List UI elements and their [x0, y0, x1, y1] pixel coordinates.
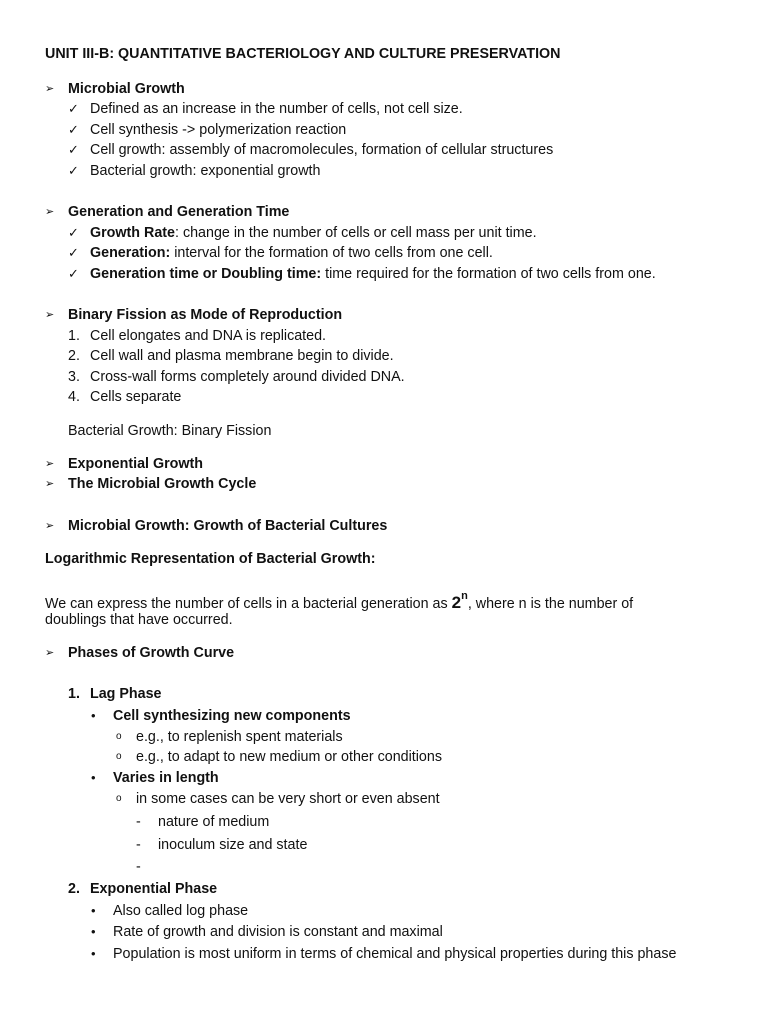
bullet-item: Population is most uniform in terms of chemical and physical properties during this phase: [113, 946, 677, 962]
dash-bullet-icon: -: [136, 814, 141, 830]
paragraph-line: doublings that have occurred.: [45, 612, 233, 628]
paragraph-text: We can express the number of cells in a bacterial generation as: [45, 595, 452, 612]
phase-number: 1.: [68, 686, 80, 702]
section-heading-bacterial-cultures: Microbial Growth: Growth of Bacterial Cultures: [68, 518, 388, 534]
checkmark-icon: ✓: [68, 266, 79, 281]
dash-item: inoculum size and state: [158, 837, 308, 853]
list-item: Cell growth: assembly of macromolecules, formation of cellular structures: [90, 142, 554, 158]
step-number: 3.: [68, 369, 80, 385]
section-heading-binary-fission: Binary Fission as Mode of Reproduction: [68, 307, 343, 323]
arrow-bullet-icon: ➢: [45, 309, 55, 321]
definition-item: [90, 265, 656, 283]
bullet-icon: •: [91, 903, 96, 918]
step-text: Cell elongates and DNA is replicated.: [90, 328, 327, 344]
definition-term: Generation:: [90, 245, 171, 261]
arrow-bullet-icon: ➢: [45, 458, 55, 470]
dash-bullet-icon: -: [136, 837, 141, 853]
section-heading-log-representation: Logarithmic Representation of Bacterial Growth:: [45, 551, 376, 567]
section-heading-phases: Phases of Growth Curve: [68, 645, 235, 661]
checkmark-icon: ✓: [68, 163, 79, 178]
sub-bullet-item: in some cases can be very short or even absent: [136, 791, 440, 807]
arrow-bullet-icon: ➢: [45, 83, 55, 95]
document-title: UNIT III-B: QUANTITATIVE BACTERIOLOGY AND CULTURE PRESERVATION: [45, 46, 561, 62]
list-item: Bacterial growth: exponential growth: [90, 163, 321, 179]
checkmark-icon: ✓: [68, 142, 79, 157]
sub-bullet-item: e.g., to adapt to new medium or other conditions: [136, 749, 442, 765]
bullet-item: Also called log phase: [113, 903, 249, 919]
definition-term: Generation time or Doubling time:: [90, 266, 322, 282]
phase-number: 2.: [68, 881, 80, 897]
paragraph-text: , where n is the number of: [467, 595, 634, 612]
list-item: Cell synthesis -> polymerization reaction: [90, 122, 347, 138]
circle-bullet-icon: o: [116, 751, 122, 762]
bullet-icon: •: [91, 924, 96, 939]
arrow-bullet-icon: ➢: [45, 478, 55, 490]
formula-exponent: n: [461, 590, 468, 602]
definition-term: Growth Rate: [90, 225, 175, 241]
checkmark-icon: ✓: [68, 225, 79, 240]
arrow-bullet-icon: ➢: [45, 520, 55, 532]
bullet-icon: •: [91, 708, 96, 723]
figure-caption: Bacterial Growth: Binary Fission: [68, 423, 272, 439]
checkmark-icon: ✓: [68, 245, 79, 260]
definition-item: [90, 244, 493, 262]
bullet-icon: •: [91, 770, 96, 785]
circle-bullet-icon: o: [116, 731, 122, 742]
bullet-item: Cell synthesizing new components: [113, 708, 351, 724]
step-text: Cross-wall forms completely around divided DNA.: [90, 369, 405, 385]
step-text: Cell wall and plasma membrane begin to divide.: [90, 348, 394, 364]
section-heading-generation: Generation and Generation Time: [68, 204, 290, 220]
arrow-bullet-icon: ➢: [45, 206, 55, 218]
bullet-item: Rate of growth and division is constant and maximal: [113, 924, 443, 940]
definition-item: [90, 224, 537, 242]
arrow-bullet-icon: ➢: [45, 647, 55, 659]
step-text: Cells separate: [90, 389, 182, 405]
definition-text: time required for the formation of two cells from one.: [321, 266, 656, 282]
dash-bullet-icon: -: [136, 859, 141, 875]
bullet-icon: •: [91, 946, 96, 961]
checkmark-icon: ✓: [68, 122, 79, 137]
phase-title-lag: Lag Phase: [90, 686, 162, 702]
circle-bullet-icon: o: [116, 793, 122, 804]
section-heading-microbial-growth: Microbial Growth: [68, 81, 185, 97]
section-heading-growth-cycle: The Microbial Growth Cycle: [68, 476, 257, 492]
sub-bullet-item: e.g., to replenish spent materials: [136, 729, 343, 745]
dash-item: nature of medium: [158, 814, 270, 830]
step-number: 4.: [68, 389, 80, 405]
checkmark-icon: ✓: [68, 101, 79, 116]
paragraph-line: [45, 590, 633, 613]
definition-text: interval for the formation of two cells from one cell.: [170, 245, 493, 261]
step-number: 2.: [68, 348, 80, 364]
step-number: 1.: [68, 328, 80, 344]
section-heading-exponential-growth: Exponential Growth: [68, 456, 204, 472]
bullet-item: Varies in length: [113, 770, 219, 786]
formula-base: 2: [451, 592, 462, 612]
list-item: Defined as an increase in the number of cells, not cell size.: [90, 101, 463, 117]
phase-title-exponential: Exponential Phase: [90, 881, 218, 897]
definition-text: : change in the number of cells or cell mass per unit time.: [175, 225, 537, 241]
